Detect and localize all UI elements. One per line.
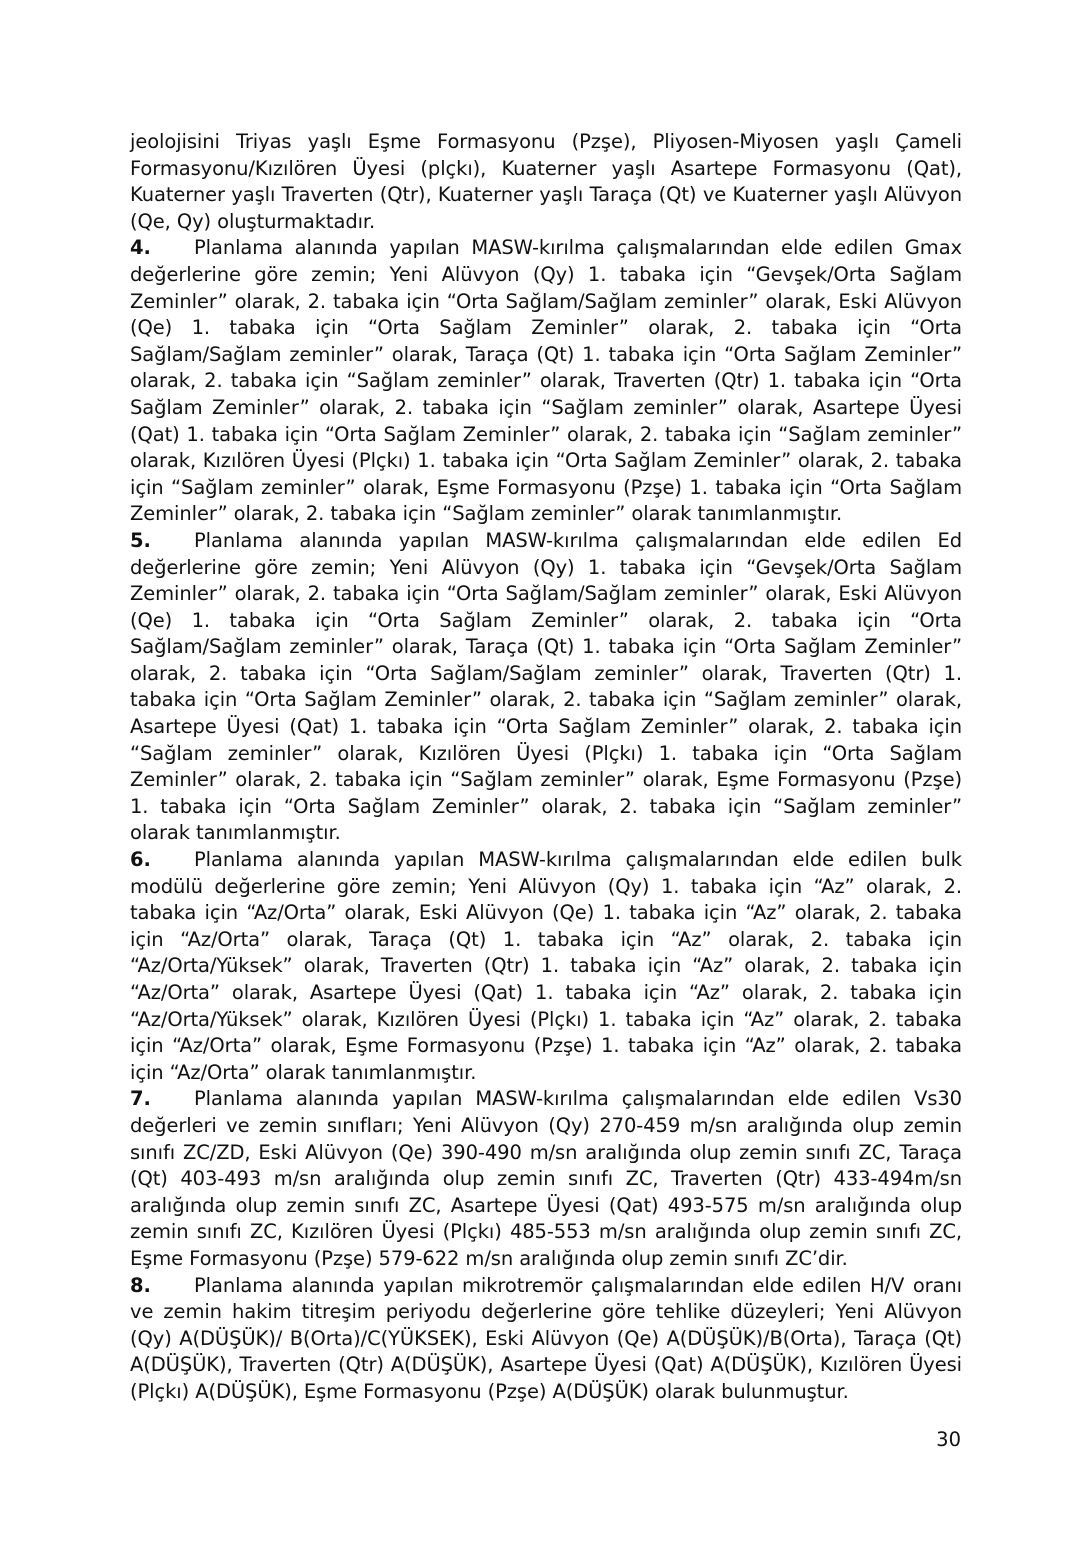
paragraph-text: Planlama alanında yapılan MASW-kırılma çalışmalarından elde edilen bulk modülü değerlerine göre zemin; Yeni Alüvyon (Qy) 1. tabaka için “Az” olarak, 2. tabaka için “Az/Orta” olarak, Eski Alüvyon (Qe) 1. tabaka için “Az” olarak, 2. tabaka için “Az/Orta” olarak, Taraça (Qt) 1. tabaka için “Az” olarak, 2. tabaka için “Az/Orta/Yüksek” olarak, Traverten (Qtr) 1. tabaka için “Az” olarak, 2. tabaka için “Az/Orta” olarak, Asartepe Üyesi (Qat) 1. tabaka için “Az” olarak, 2. tabaka için “Az/Orta/Yüksek” olarak, Kızılören Üyesi (Plçkı) 1. tabaka için “Az” olarak, 2. tabaka için “Az/Orta” olarak, Eşme Formasyonu (Pzşe) 1. tabaka için “Az” olarak, 2. tabaka için “Az/Orta” olarak tanımlanmıştır. xyxy=(130,848,962,1084)
paragraph-5 xyxy=(130,528,962,847)
page-number: 30 xyxy=(936,1428,961,1451)
paragraph-number: 7. xyxy=(130,1087,151,1111)
paragraph-8 xyxy=(130,1273,962,1406)
paragraph-4 xyxy=(130,235,962,528)
paragraph-text: jeolojisini Triyas yaşlı Eşme Formasyonu (Pzşe), Pliyosen-Miyosen yaşlı Çameli Formasyonu/Kızılören Üyesi (plçkı), Kuaterner yaşlı Asartepe Formasyonu (Qat), Kuaterner yaşlı Traverten (Qtr), Kuaterner yaşlı Taraça (Qt) ve Kuaterner yaşlı Alüvyon (Qe, Qy) oluşturmaktadır. xyxy=(130,130,962,233)
paragraph-number: 4. xyxy=(130,236,151,260)
paragraph-number: 5. xyxy=(130,528,151,552)
paragraph-text: Planlama alanında yapılan mikrotremör çalışmalarından elde edilen H/V oranı ve zemin hakim titreşim periyodu değerlerine göre tehlike düzeyleri; Yeni Alüvyon (Qy) A(DÜŞÜK)/ B(Orta)/C(YÜKSEK), Eski Alüvyon (Qe) A(DÜŞÜK)/B(Orta), Taraça (Qt) A(DÜŞÜK), Traverten (Qtr) A(DÜŞÜK), Asartepe Üyesi (Qat) A(DÜŞÜK), Kızılören Üyesi (Plçkı) A(DÜŞÜK), Eşme Formasyonu (Pzşe) A(DÜŞÜK) olarak bulunmuştur. xyxy=(130,1273,962,1403)
paragraph-7 xyxy=(130,1086,962,1272)
paragraph-number: 8. xyxy=(130,1273,151,1297)
paragraph-intro xyxy=(130,129,962,235)
paragraph-number: 6. xyxy=(130,848,151,872)
paragraph-6 xyxy=(130,847,962,1086)
paragraph-text: Planlama alanında yapılan MASW-kırılma çalışmalarından elde edilen Gmax değerlerine göre zemin; Yeni Alüvyon (Qy) 1. tabaka için “Gevşek/Orta Sağlam Zeminler” olarak, 2. tabaka için “Orta Sağlam/Sağlam zeminler” olarak, Eski Alüvyon (Qe) 1. tabaka için “Orta Sağlam Zeminler” olarak, 2. tabaka için “Orta Sağlam/Sağlam zeminler” olarak, Taraça (Qt) 1. tabaka için “Orta Sağlam Zeminler” olarak, 2. tabaka için “Sağlam zeminler” olarak, Traverten (Qtr) 1. tabaka için “Orta Sağlam Zeminler” olarak, 2. tabaka için “Sağlam zeminler” olarak, Asartepe Üyesi (Qat) 1. tabaka için “Orta Sağlam Zeminler” olarak, 2. tabaka için “Sağlam zeminler” olarak, Kızılören Üyesi (Plçkı) 1. tabaka için “Orta Sağlam Zeminler” olarak, 2. tabaka için “Sağlam zeminler” olarak, Eşme Formasyonu (Pzşe) 1. tabaka için “Orta Sağlam Zeminler” olarak, 2. tabaka için “Sağlam zeminler” olarak tanımlanmıştır. xyxy=(130,236,962,526)
paragraph-text: Planlama alanında yapılan MASW-kırılma çalışmalarından elde edilen Ed değerlerine göre zemin; Yeni Alüvyon (Qy) 1. tabaka için “Gevşek/Orta Sağlam Zeminler” olarak, 2. tabaka için “Orta Sağlam/Sağlam zeminler” olarak, Eski Alüvyon (Qe) 1. tabaka için “Orta Sağlam Zeminler” olarak, 2. tabaka için “Orta Sağlam/Sağlam zeminler” olarak, Taraça (Qt) 1. tabaka için “Orta Sağlam Zeminler” olarak, 2. tabaka için “Orta Sağlam/Sağlam zeminler” olarak, Traverten (Qtr) 1. tabaka için “Orta Sağlam Zeminler” olarak, 2. tabaka için “Sağlam zeminler” olarak, Asartepe Üyesi (Qat) 1. tabaka için “Orta Sağlam Zeminler” olarak, 2. tabaka için “Sağlam zeminler” olarak, Kızılören Üyesi (Plçkı) 1. tabaka için “Orta Sağlam Zeminler” olarak, 2. tabaka için “Sağlam zeminler” olarak, Eşme Formasyonu (Pzşe) 1. tabaka için “Orta Sağlam Zeminler” olarak, 2. tabaka için “Sağlam zeminler” olarak tanımlanmıştır. xyxy=(130,528,962,845)
paragraph-text: Planlama alanında yapılan MASW-kırılma çalışmalarından elde edilen Vs30 değerleri ve zemin sınıfları; Yeni Alüvyon (Qy) 270-459 m/sn aralığında olup zemin sınıfı ZC/ZD, Eski Alüvyon (Qe) 390-490 m/sn aralığında olup zemin sınıfı ZC, Taraça (Qt) 403-493 m/sn aralığında olup zemin sınıfı ZC, Traverten (Qtr) 433-494m/sn aralığında olup zemin sınıfı ZC, Asartepe Üyesi (Qat) 493-575 m/sn aralığında olup zemin sınıfı ZC, Kızılören Üyesi (Plçkı) 485-553 m/sn aralığında olup zemin sınıfı ZC, Eşme Formasyonu (Pzşe) 579-622 m/sn aralığında olup zemin sınıfı ZC’dir. xyxy=(130,1087,962,1270)
document-body xyxy=(130,129,962,1406)
